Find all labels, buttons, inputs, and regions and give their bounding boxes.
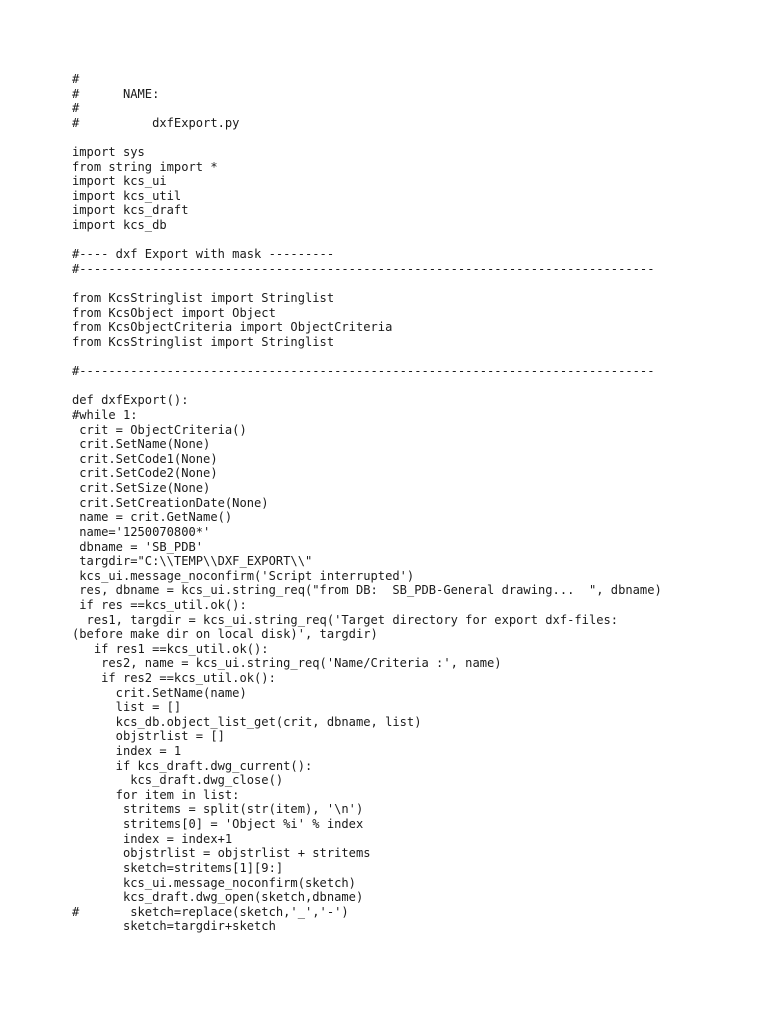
code-line: from KcsObjectCriteria import ObjectCriteria [72,320,393,335]
code-line: index = index+1 [72,831,233,846]
code-line: kcs_draft.dwg_close() [72,773,284,788]
code-line: crit.SetName(None) [72,437,211,452]
code-line: import kcs_util [72,188,182,203]
code-line [72,233,662,248]
code-line: #------------------------------------------------------------------------------- [72,261,655,276]
code-line: #---- dxf Export with mask --------- [72,247,335,262]
code-line: # [72,101,80,116]
code-line: crit.SetSize(None) [72,481,211,496]
code-line: from KcsStringlist import Stringlist [72,291,335,306]
code-line: sketch=stritems[1][9:] [72,860,284,875]
code-line: def dxfExport(): [72,393,189,408]
code-line [72,350,662,365]
code-line: crit.SetCreationDate(None) [72,495,269,510]
code-line: list = [] [72,700,182,715]
code-line: if res ==kcs_util.ok(): [72,597,247,612]
code-line: from KcsObject import Object [72,305,276,320]
code-line: objstrlist = objstrlist + stritems [72,846,371,861]
code-line: crit = ObjectCriteria() [72,422,247,437]
code-line: crit.SetCode1(None) [72,451,218,466]
code-line: # [72,72,80,86]
code-line: kcs_ui.message_noconfirm(sketch) [72,875,356,890]
code-line: for item in list: [72,787,240,802]
code-line [72,130,662,145]
code-line: kcs_ui.message_noconfirm('Script interrupted') [72,568,415,583]
code-line: # sketch=replace(sketch,'_','-') [72,904,349,919]
code-line: import kcs_ui [72,174,167,189]
code-line: import kcs_draft [72,203,189,218]
code-line: import sys [72,145,145,160]
code-line: crit.SetName(name) [72,685,247,700]
code-line: from string import * [72,159,218,174]
code-line: res, dbname = kcs_ui.string_req("from DB: SB_PDB-General drawing... ", dbname) [72,583,662,598]
code-line: name = crit.GetName() [72,510,233,525]
code-line: if kcs_draft.dwg_current(): [72,758,313,773]
code-line: # NAME: [72,86,160,101]
code-line: kcs_db.object_list_get(crit, dbname, list) [72,714,422,729]
code-line: crit.SetCode2(None) [72,466,218,481]
code-line: sketch=targdir+sketch [72,919,276,934]
code-line: kcs_draft.dwg_open(sketch,dbname) [72,890,364,905]
code-line: (before make dir on local disk)', targdir) [72,627,378,642]
code-line: objstrlist = [] [72,729,225,744]
code-line: #while 1: [72,408,138,423]
code-listing [72,72,662,934]
code-line: if res2 ==kcs_util.ok(): [72,670,276,685]
code-line: res1, targdir = kcs_ui.string_req('Target directory for export dxf-files: [72,612,619,627]
code-line: name='1250070800*' [72,524,211,539]
code-line: import kcs_db [72,218,167,233]
code-line: #------------------------------------------------------------------------------- [72,364,655,379]
code-line: dbname = 'SB_PDB' [72,539,204,554]
code-line: from KcsStringlist import Stringlist [72,334,335,349]
code-line: stritems = split(str(item), '\n') [72,802,364,817]
code-line [72,277,662,292]
code-line [72,379,662,394]
code-line: stritems[0] = 'Object %i' % index [72,817,364,832]
code-line: # dxfExport.py [72,115,240,130]
code-line: targdir="C:\\TEMP\\DXF_EXPORT\\" [72,554,313,569]
code-line: if res1 ==kcs_util.ok(): [72,641,269,656]
code-line: res2, name = kcs_ui.string_req('Name/Criteria :', name) [72,656,502,671]
code-line: index = 1 [72,744,182,759]
